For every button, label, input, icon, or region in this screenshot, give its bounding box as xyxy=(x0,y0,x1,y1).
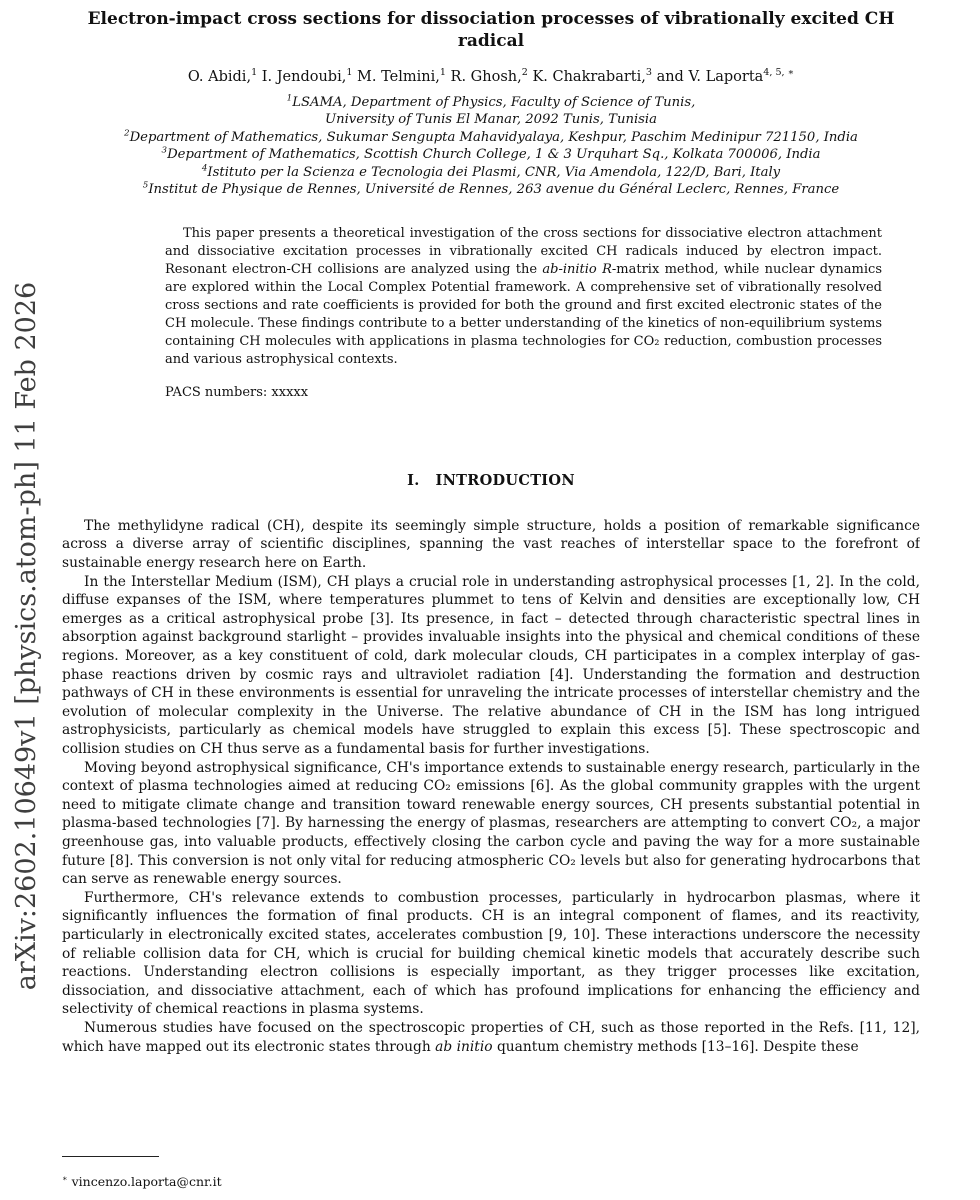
authors-line xyxy=(62,69,920,85)
paper-title: Electron-impact cross sections for dissociation processes of vibrationally excited CH radical xyxy=(87,9,895,52)
author-affiliation-ref: 3 xyxy=(645,67,652,79)
author-name: I. Jendoubi, xyxy=(261,68,347,85)
section-heading xyxy=(62,472,920,489)
affiliation-line: $^4$Istituto per la Scienza e Tecnologia dei Plasmi, CNR, Via Amendola, 122/D, Bari, Italy xyxy=(201,163,781,180)
paragraph: In the Interstellar Medium (ISM), CH plays a crucial role in understanding astrophysical processes [1, 2]. In the cold, diffuse expanses of the ISM, where temperatures plummet to tens of Kelvin and densities are exceptionally low, CH emerges as a critical astrophysical probe [3]. Its presence, in fact – detected through characteristic spectral lines in absorption against background starlight – provides invaluable insights into the physical and chemical conditions of these regions. Moreover, as a key constituent of cold, dark molecular clouds, CH participates in a complex interplay of gas-phase reactions driven by cosmic rays and ultraviolet radiation [4]. Understanding the formation and destruction pathways of CH in these environments is essential for unraveling the intricate processes of interstellar chemistry and the evolution of molecular complexity in the Universe. The relative abundance of CH in the ISM has long intrigued astrophysicists, particularly as chemical models have struggled to explain this excess [5]. These spectroscopic and collision studies on CH thus serve as a fundamental basis for further investigations. xyxy=(62,573,920,757)
affiliation-line: $^2$Department of Mathematics, Sukumar Sengupta Mahavidyalaya, Keshpur, Paschim Medinipur 721150, India xyxy=(124,128,858,145)
author-affiliation-ref: 1 xyxy=(346,67,353,79)
paragraph: Furthermore, CH's relevance extends to combustion processes, particularly in hydrocarbon plasmas, where it significantly influences the formation of final products. CH is an integral component of flames, and its reactivity, particularly in electronically excited states, accelerates combustion [9, 10]. These interactions underscore the necessity of reliable collision data for CH, which is crucial for building chemical kinetic models that accurately describe such reactions. Understanding electron collisions is especially important, as they trigger processes like excitation, dissociation, and dissociative attachment, each of which has profound implications for enhancing the efficiency and selectivity of chemical reactions in plasma systems. xyxy=(62,889,920,1018)
footnote-marker: ∗ xyxy=(62,1172,68,1183)
affiliation-line: $^5$Institut de Physique de Rennes, Université de Rennes, 263 avenue du Général Leclerc, Rennes, France xyxy=(142,180,840,198)
paragraph: The methylidyne radical (CH), despite its seemingly simple structure, holds a position of remarkable significance across a diverse array of scientific disciplines, spanning the vast reaches of interstellar space to the forefront of sustainable energy research here on Earth. xyxy=(62,517,920,572)
footnote xyxy=(62,1174,222,1189)
affiliation-line: University of Tunis El Manar, 2092 Tunis, Tunisia xyxy=(324,112,658,128)
footnote-email[interactable]: vincenzo.laporta@cnr.it xyxy=(71,1174,222,1189)
author-name: and V. Laporta xyxy=(656,68,764,85)
author-name: K. Chakrabarti, xyxy=(532,68,646,85)
author-name: M. Telmini, xyxy=(357,68,440,85)
abstract: This paper presents a theoretical investigation of the cross sections for dissociative electron attachment and dissociative excitation processes in vibrationally excited CH radicals induced by electron impact. Resonant electron-CH collisions are analyzed using the ab-initio R-matrix method, while nuclear dynamics are explored within the Local Complex Potential framework. A comprehensive set of vibrationally resolved cross sections and rate coefficients is provided for both the ground and first excited electronic states of the CH molecule. These findings contribute to a better understanding of the kinetics of non-equilibrium systems containing CH molecules with applications in plasma technologies for CO₂ reduction, combustion processes and various astrophysical contexts. xyxy=(165,225,882,367)
paragraph: Numerous studies have focused on the spectroscopic properties of CH, such as those reported in the Refs. [11, 12], which have mapped out its electronic states through ab initio quantum chemistry methods [13–16]. Despite these xyxy=(62,1019,920,1055)
footnote-rule xyxy=(62,1156,159,1157)
author-affiliation-ref: 4, 5, ∗ xyxy=(763,67,795,79)
author-affiliation-ref: 1 xyxy=(439,67,446,79)
footer xyxy=(0,1148,980,1200)
section-number: I. xyxy=(407,471,420,489)
affiliation-line: $^3$Department of Mathematics, Scottish Church College, 1 & 3 Urquhart Sq., Kolkata 700006, India xyxy=(161,145,821,163)
arxiv-watermark: arXiv:2602.10649v1 [physics.atom-ph] 11 Feb 2026 xyxy=(11,281,42,991)
author-affiliation-ref: 1 xyxy=(251,67,258,79)
pacs-line: PACS numbers: xxxxx xyxy=(165,384,309,400)
paper-content xyxy=(62,0,920,1056)
affiliation-line: $^1$LSAMA, Department of Physics, Faculty of Science of Tunis, xyxy=(286,93,696,110)
author-name: R. Ghosh, xyxy=(450,68,522,85)
author-name: O. Abidi, xyxy=(187,68,252,85)
author-affiliation-ref: 2 xyxy=(521,67,528,79)
affiliations xyxy=(62,94,920,199)
section-title: INTRODUCTION xyxy=(435,471,575,489)
paragraph: Moving beyond astrophysical significance, CH's importance extends to sustainable energy research, particularly in the context of plasma technologies aimed at reducing CO₂ emissions [6]. As the global community grapples with the urgent need to mitigate climate change and transition toward renewable energy sources, CH presents substantial potential in plasma-based technologies [7]. By harnessing the energy of plasmas, researchers are attempting to convert CO₂, a major greenhouse gas, into valuable products, effectively closing the carbon cycle and paving the way for a more sustainable future [8]. This conversion is not only vital for reducing atmospheric CO₂ levels but also for generating hydrocarbons that can serve as renewable energy sources. xyxy=(62,759,920,888)
introduction-body xyxy=(62,517,920,1056)
